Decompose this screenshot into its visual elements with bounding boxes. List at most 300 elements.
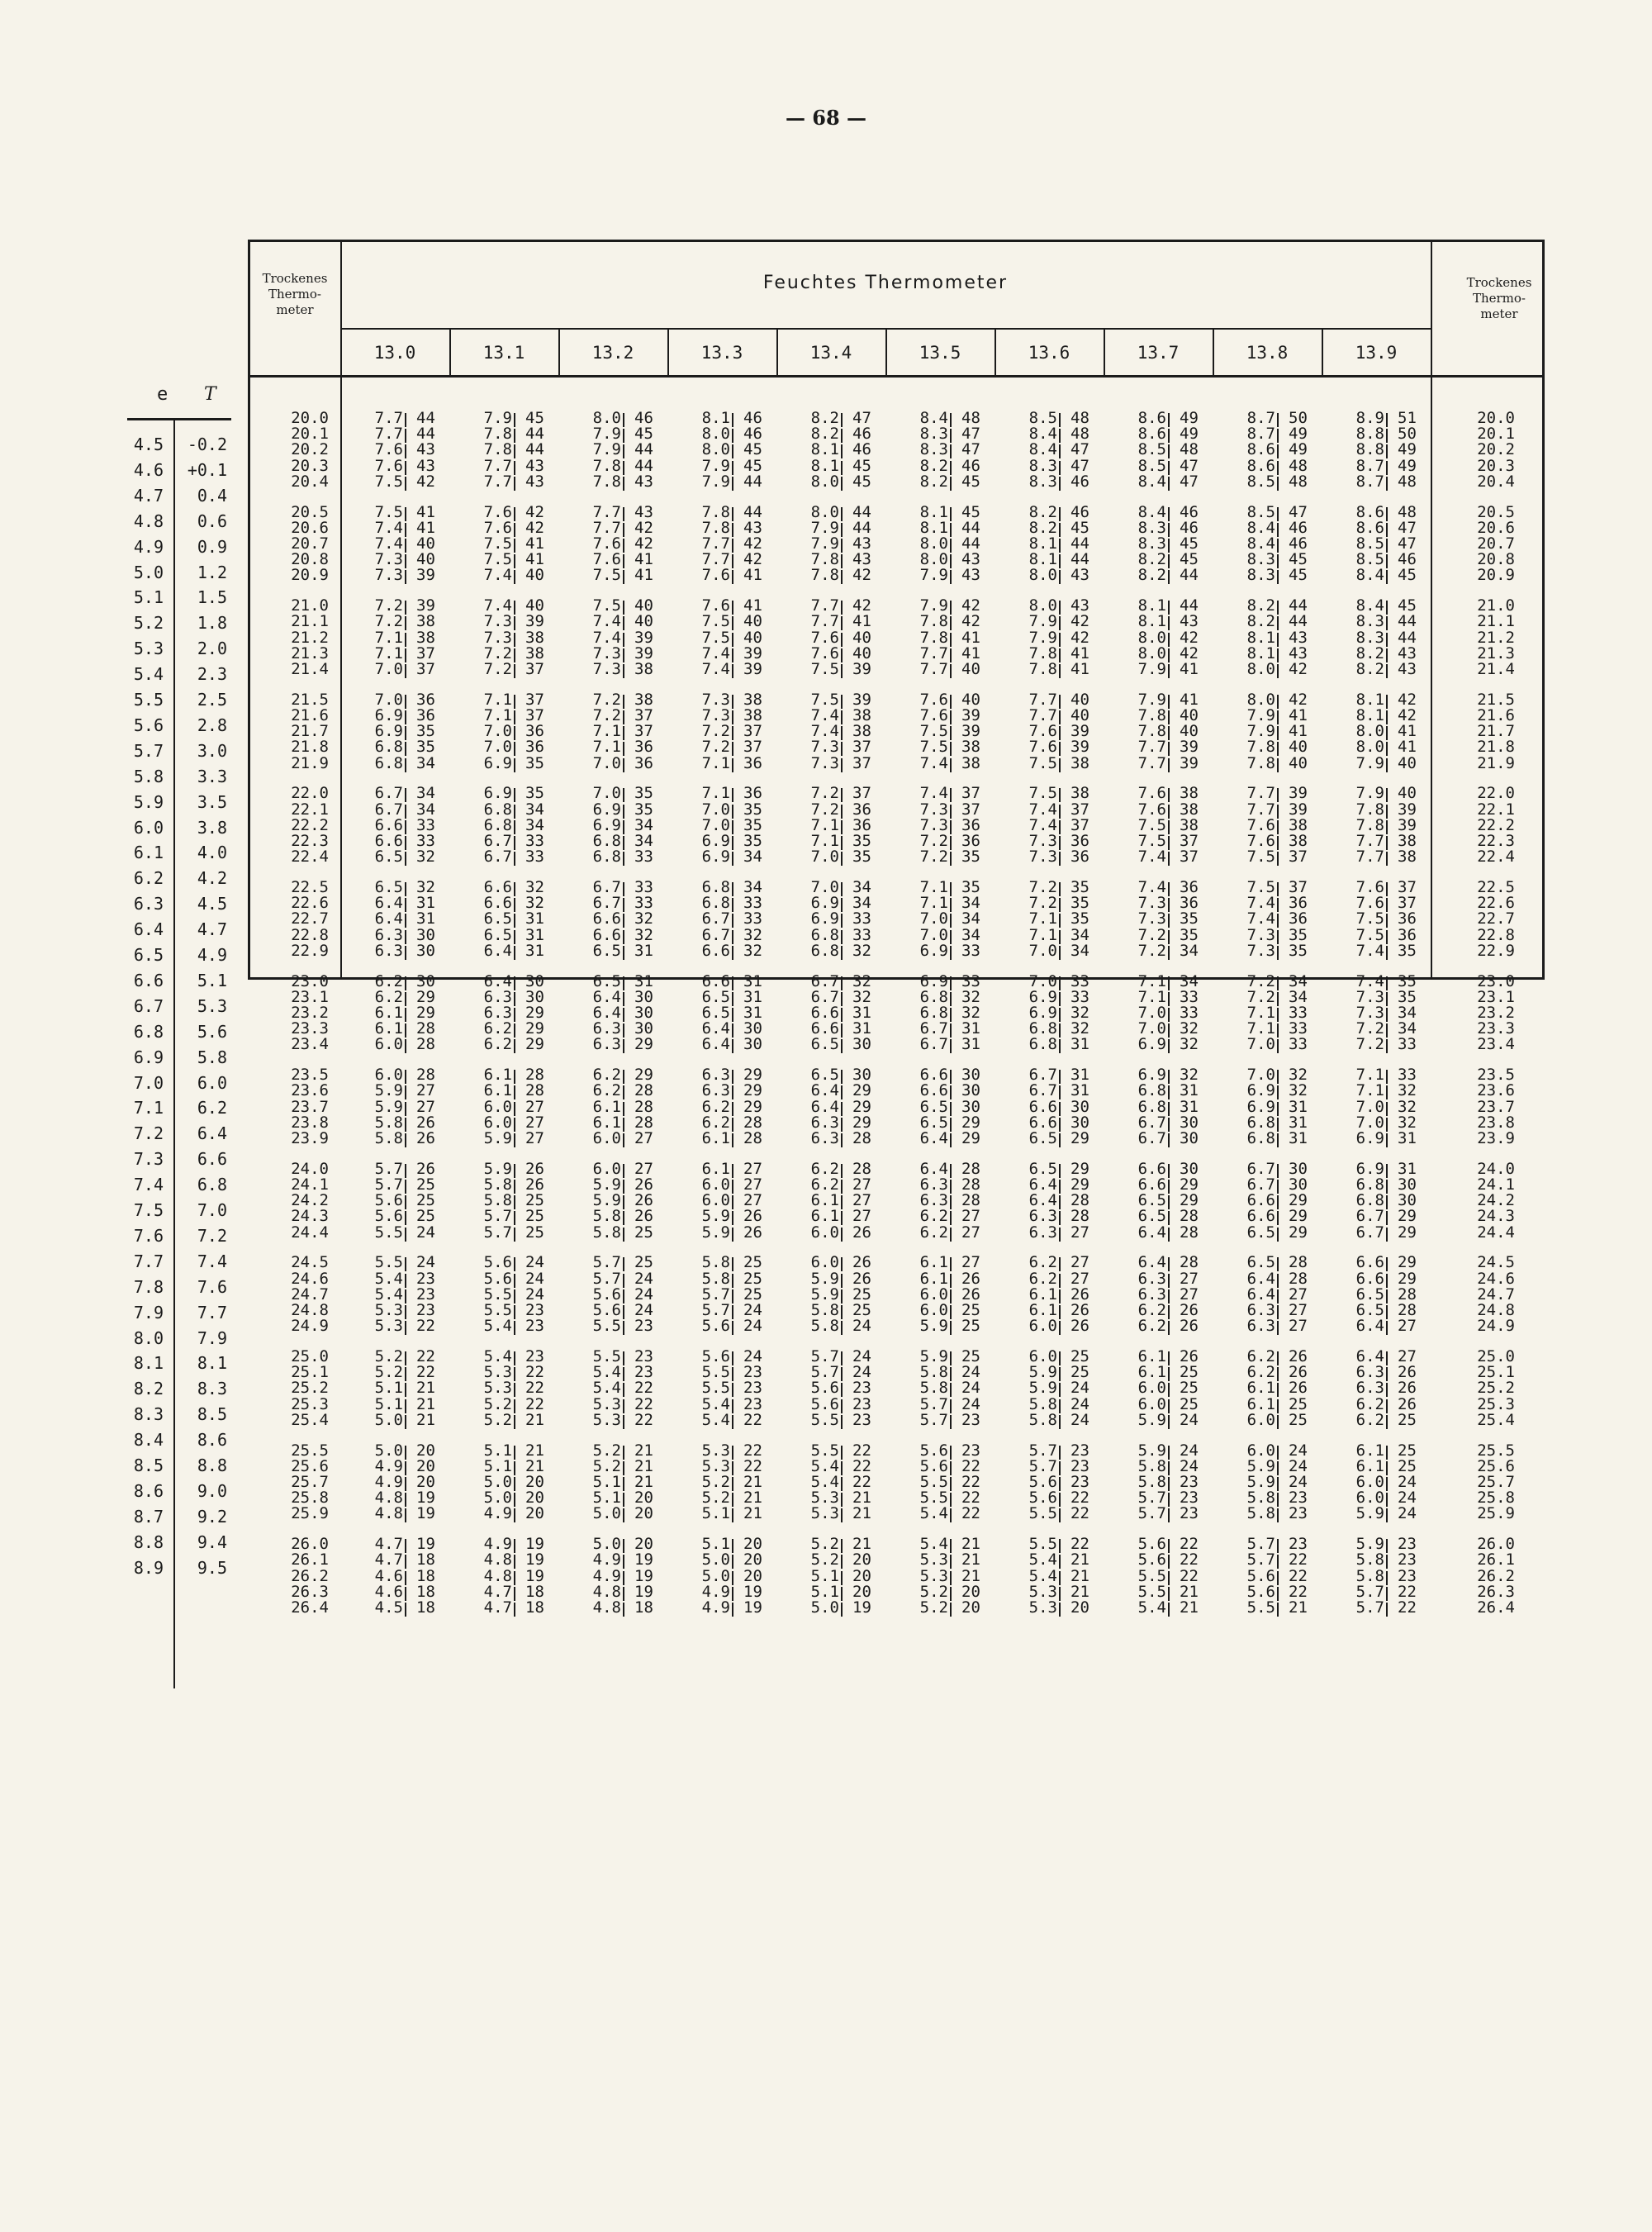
cell-separator [841,976,843,990]
cell-separator [732,1383,733,1397]
dew-point-value: 7.5 [1246,878,1275,896]
humidity-value: 44 [1398,612,1417,631]
dew-point-cell [909,832,980,850]
dew-point-value: 6.2 [1355,1410,1384,1429]
humidity-value: 19 [525,1566,544,1585]
dew-point-value: 5.6 [1246,1566,1275,1585]
dew-point-cell [1345,690,1417,709]
dew-point-value: 5.7 [1355,1598,1384,1617]
dry-temp-right: 24.2 [1477,1191,1515,1210]
dew-point-value: 6.8 [810,941,839,960]
dew-point-cell [1018,518,1089,537]
humidity-value: 22 [525,1363,544,1382]
dry-temp-right: 23.5 [1477,1066,1515,1085]
humidity-value: 38 [852,706,871,724]
dew-point-cell [1127,1566,1199,1585]
cell-separator [1277,882,1279,896]
cell-separator [623,444,624,458]
dry-temp-right: 24.6 [1477,1269,1515,1288]
dry-temp-right: 23.1 [1477,987,1515,1006]
dew-point-cell [1345,832,1417,850]
humidity-value: 28 [852,1159,871,1178]
cell-separator [1168,1351,1170,1365]
humidity-value: 23 [852,1379,871,1398]
dry-temp-right: 26.3 [1477,1582,1515,1601]
dew-point-value: 6.6 [1355,1253,1384,1272]
dew-point-cell [909,1504,980,1523]
wet-column-header: 13.9 [1355,343,1398,363]
e-value: 5.2 [133,613,164,634]
dew-point-value: 6.0 [592,1129,621,1147]
humidity-value: 45 [525,409,544,427]
humidity-value: 25 [743,1269,762,1288]
humidity-value: 39 [961,722,980,741]
cell-separator [405,1555,406,1569]
cell-separator [1168,1571,1170,1585]
cell-separator [1059,1102,1061,1116]
dew-point-value: 7.7 [1137,738,1166,757]
dew-point-value: 7.7 [919,660,948,678]
dew-point-value: 6.5 [810,1035,839,1054]
dew-point-cell [909,1129,980,1147]
e-value: 5.5 [133,690,164,710]
dew-point-value: 8.7 [1246,425,1275,444]
dew-point-value: 8.1 [919,502,948,521]
dew-point-cell [472,1035,544,1054]
dew-point-cell [691,690,762,709]
dew-point-cell [691,1066,762,1085]
wet-column-header: 13.0 [373,343,416,363]
cell-separator [623,1102,624,1116]
dry-temp-right: 22.8 [1477,925,1515,944]
cell-separator [514,1321,515,1335]
dry-temp-left: 20.5 [291,502,329,521]
dew-point-cell [472,738,544,757]
humidity-value: 31 [1180,1081,1199,1100]
cell-separator [405,523,406,537]
dew-point-cell [800,1285,871,1304]
dry-temp-right: 20.6 [1477,518,1515,537]
humidity-value: 24 [634,1269,653,1288]
dew-point-value: 5.0 [374,1410,403,1429]
dew-point-value: 7.6 [1246,832,1275,850]
dew-point-value: 6.5 [701,1004,730,1022]
dew-point-value: 7.5 [592,566,621,585]
dew-point-value: 7.4 [919,753,948,772]
humidity-value: 34 [634,815,653,834]
cell-separator [950,1257,952,1271]
humidity-value: 34 [1180,971,1199,990]
dew-point-value: 6.2 [919,1207,948,1226]
dew-point-cell [582,628,653,647]
cell-separator [514,1008,515,1022]
humidity-value: 32 [525,894,544,913]
dew-point-value: 5.4 [810,1456,839,1475]
cell-separator [1168,1180,1170,1194]
cell-separator [623,633,624,647]
dew-point-cell [1345,1097,1417,1116]
dew-point-cell [800,1582,871,1601]
dry-temp-right: 22.4 [1477,848,1515,867]
dew-point-cell [1127,628,1199,647]
dew-point-value: 7.9 [1028,628,1057,647]
humidity-value: 33 [1180,1004,1199,1022]
dry-temp-right: 20.9 [1477,566,1515,585]
dew-point-value: 7.3 [1246,925,1275,944]
dew-point-cell [691,425,762,444]
dew-point-cell [582,738,653,757]
humidity-value: 38 [1180,800,1199,819]
humidity-value: 31 [525,925,544,944]
dew-point-value: 7.8 [701,518,730,537]
dew-point-cell [1236,566,1308,585]
cell-separator [623,1070,624,1084]
humidity-value: 29 [416,1004,435,1022]
humidity-value: 26 [1180,1347,1199,1365]
dew-point-value: 6.9 [1028,987,1057,1006]
cell-separator [1168,1008,1170,1022]
humidity-value: 25 [416,1175,435,1194]
humidity-value: 47 [1070,440,1089,459]
dew-point-cell [800,1394,871,1413]
dew-point-cell [1127,1175,1199,1194]
dew-point-value: 7.8 [483,425,512,444]
dew-point-value: 6.1 [1028,1285,1057,1304]
dew-point-value: 6.9 [1246,1081,1275,1100]
dew-point-value: 6.8 [1355,1175,1384,1194]
cell-separator [514,616,515,630]
dry-temp-right: 20.7 [1477,534,1515,553]
cell-separator [841,477,843,491]
dew-point-cell [1236,643,1308,662]
t-value: 9.4 [197,1532,227,1552]
dew-point-cell [1018,596,1089,615]
cell-separator [1386,633,1388,647]
dew-point-cell [1127,706,1199,724]
cell-separator [841,1164,843,1178]
humidity-value: 39 [852,660,871,678]
dew-point-value: 7.6 [919,706,948,724]
dew-point-value: 7.0 [592,753,621,772]
cell-separator [514,1257,515,1271]
humidity-value: 46 [1180,518,1199,537]
cell-separator [1059,695,1061,709]
cell-separator [1168,695,1170,709]
dew-point-cell [1236,1566,1308,1585]
dew-point-cell [909,878,980,896]
cell-separator [514,788,515,802]
dew-point-value: 6.3 [483,1004,512,1022]
t-value: 8.5 [197,1404,227,1425]
humidity-value: 48 [1398,472,1417,491]
dew-point-value: 7.3 [1137,909,1166,928]
dew-point-cell [472,878,544,896]
dew-point-cell [1127,456,1199,475]
humidity-value: 44 [525,425,544,444]
cell-separator [1059,1571,1061,1585]
dew-point-cell [1127,1207,1199,1226]
cell-separator [405,820,406,834]
humidity-value: 35 [1070,909,1089,928]
dew-point-cell [582,612,653,631]
dry-temp-left: 22.4 [291,848,329,867]
cell-separator [841,1603,843,1617]
cell-separator [1277,633,1279,647]
dew-point-value: 8.2 [1246,596,1275,615]
humidity-value: 45 [961,502,980,521]
dew-point-value: 7.9 [592,440,621,459]
dew-point-value: 6.5 [483,925,512,944]
dew-point-value: 6.5 [592,971,621,990]
humidity-value: 23 [525,1317,544,1336]
dew-point-value: 5.5 [1137,1582,1166,1601]
wet-column-header: 13.6 [1028,343,1070,363]
cell-separator [841,992,843,1006]
dew-point-cell [1127,566,1199,585]
dry-temp-right: 22.5 [1477,878,1515,896]
cell-separator [623,898,624,912]
cell-separator [841,852,843,866]
humidity-value: 40 [961,690,980,709]
humidity-value: 19 [525,1551,544,1570]
dew-point-value: 5.3 [483,1379,512,1398]
cell-separator [841,820,843,834]
humidity-value: 32 [1180,1035,1199,1054]
humidity-value: 41 [416,518,435,537]
cell-separator [1059,554,1061,568]
dew-point-value: 5.5 [1246,1598,1275,1617]
dew-point-cell [1345,1410,1417,1429]
dew-point-value: 8.7 [1246,409,1275,427]
cell-separator [1386,554,1388,568]
humidity-value: 28 [1289,1253,1308,1272]
dew-point-value: 7.0 [483,722,512,741]
humidity-value: 25 [961,1347,980,1365]
cell-separator [1059,633,1061,647]
dew-point-value: 6.9 [1355,1129,1384,1147]
cell-separator [841,1257,843,1271]
dew-point-cell [1127,1504,1199,1523]
humidity-value: 21 [416,1379,435,1398]
dew-point-value: 7.0 [374,690,403,709]
dew-point-cell [691,1097,762,1116]
dew-point-value: 5.4 [919,1504,948,1523]
humidity-value: 31 [416,894,435,913]
cell-separator [1168,507,1170,521]
humidity-value: 21 [634,1441,653,1460]
dew-point-value: 6.2 [1246,1363,1275,1382]
humidity-value: 22 [525,1394,544,1413]
cell-separator [405,695,406,709]
dry-temp-left: 21.7 [291,722,329,741]
dew-point-cell [1127,1019,1199,1038]
cell-separator [950,539,952,553]
cell-separator [405,601,406,615]
dew-point-value: 5.7 [483,1207,512,1226]
dew-point-cell [1127,1097,1199,1116]
dew-point-cell [363,409,435,427]
dew-point-cell [1127,1004,1199,1022]
e-value: 5.9 [133,791,164,812]
humidity-value: 28 [852,1129,871,1147]
dew-point-cell [1236,941,1308,960]
dew-point-cell [1127,1379,1199,1398]
dew-point-value: 5.2 [810,1535,839,1554]
dew-point-cell [582,925,653,944]
dew-point-cell [800,878,871,896]
humidity-value: 25 [1398,1456,1417,1475]
dew-point-value: 7.6 [1137,800,1166,819]
humidity-value: 27 [1289,1285,1308,1304]
t-value: 6.2 [197,1098,227,1118]
e-value: 6.3 [133,894,164,914]
dry-temp-right: 22.1 [1477,800,1515,819]
dew-point-value: 5.2 [810,1551,839,1570]
dew-point-cell [472,832,544,850]
cell-separator [732,852,733,866]
dry-temp-left: 24.9 [291,1317,329,1336]
humidity-value: 19 [634,1551,653,1570]
cell-separator [841,1211,843,1225]
dry-temp-right: 24.3 [1477,1207,1515,1226]
dew-point-cell [582,894,653,913]
humidity-value: 20 [525,1504,544,1523]
cell-separator [1277,758,1279,772]
cell-separator [623,413,624,427]
dew-point-value: 7.8 [919,612,948,631]
humidity-value: 48 [1070,409,1089,427]
dew-point-value: 7.2 [592,690,621,709]
cell-separator [841,601,843,615]
dew-point-cell [1236,1285,1308,1304]
dew-point-value: 8.4 [1137,502,1166,521]
cell-separator [405,836,406,850]
dew-point-cell [909,1535,980,1554]
dew-point-value: 7.8 [1137,722,1166,741]
dew-point-cell [1345,1598,1417,1617]
dew-point-cell [472,425,544,444]
cell-separator [841,1383,843,1397]
cell-separator [1277,601,1279,615]
cell-separator [950,1383,952,1397]
dry-temp-left: 23.3 [291,1019,329,1038]
cell-separator [405,1477,406,1491]
cell-separator [1386,820,1388,834]
humidity-value: 21 [634,1456,653,1475]
dew-point-cell [582,1159,653,1178]
cell-separator [1277,429,1279,443]
humidity-value: 44 [525,440,544,459]
cell-separator [1386,1008,1388,1022]
dew-point-value: 8.2 [1028,502,1057,521]
dew-point-value: 6.9 [1137,1066,1166,1085]
humidity-value: 36 [634,738,653,757]
humidity-value: 24 [1070,1394,1089,1413]
cell-separator [732,1603,733,1617]
dew-point-value: 8.0 [1137,628,1166,647]
e-t-row [116,1277,231,1302]
humidity-value: 32 [1398,1113,1417,1132]
dew-point-cell [909,456,980,475]
dew-point-cell [1236,894,1308,913]
humidity-value: 20 [743,1551,762,1570]
dew-point-cell [800,1253,871,1272]
cell-separator [732,726,733,740]
humidity-value: 38 [1070,784,1089,803]
dew-point-cell [691,1113,762,1132]
dew-point-value: 7.9 [1355,753,1384,772]
dry-temp-left: 25.3 [291,1394,329,1413]
dew-point-value: 5.4 [592,1363,621,1382]
dew-point-cell [1345,1551,1417,1570]
humidity-value: 27 [743,1191,762,1210]
dew-point-cell [472,925,544,944]
dew-point-cell [1236,1535,1308,1554]
wet-column-divider [558,328,560,375]
humidity-value: 35 [743,815,762,834]
humidity-value: 44 [852,518,871,537]
dew-point-cell [691,1551,762,1570]
dew-point-value: 6.8 [592,848,621,867]
cell-separator [1168,788,1170,802]
dry-temp-left: 26.0 [291,1535,329,1554]
dew-point-value: 6.4 [483,941,512,960]
dry-temp-left: 25.7 [291,1473,329,1491]
dew-point-value: 8.6 [1246,440,1275,459]
dew-point-cell [1018,425,1089,444]
dew-point-cell [691,628,762,647]
dew-point-cell [1345,1175,1417,1194]
cell-separator [950,758,952,772]
humidity-value: 26 [961,1269,980,1288]
humidity-value: 27 [525,1113,544,1132]
cell-separator [1386,1118,1388,1132]
dew-point-cell [1018,1379,1089,1398]
dew-point-cell [1236,753,1308,772]
cell-separator [1386,695,1388,709]
humidity-value: 27 [1289,1301,1308,1319]
dew-point-value: 5.6 [1137,1551,1166,1570]
dew-point-cell [472,1113,544,1132]
dew-point-value: 7.2 [374,596,403,615]
t-value: 2.0 [197,639,227,659]
dry-temp-right: 23.9 [1477,1129,1515,1147]
humidity-value: 38 [1180,815,1199,834]
dew-point-value: 6.1 [483,1081,512,1100]
cell-separator [623,976,624,990]
humidity-value: 25 [1289,1410,1308,1429]
humidity-value: 46 [961,456,980,475]
t-value: 1.8 [197,613,227,634]
humidity-value: 39 [525,612,544,631]
dew-point-cell [691,1363,762,1382]
humidity-value: 35 [525,753,544,772]
dew-point-cell [1127,815,1199,834]
humidity-value: 22 [1398,1582,1417,1601]
humidity-value: 29 [743,1097,762,1116]
cell-separator [841,742,843,756]
dew-point-cell [1127,941,1199,960]
dew-point-cell [582,1441,653,1460]
humidity-value: 47 [1398,518,1417,537]
dew-point-cell [1018,878,1089,896]
dew-point-cell [800,848,871,867]
dew-point-value: 5.9 [1028,1363,1057,1382]
cell-separator [514,1555,515,1569]
cell-separator [1386,1228,1388,1242]
dew-point-value: 6.2 [592,1081,621,1100]
dew-point-value: 5.7 [1028,1456,1057,1475]
